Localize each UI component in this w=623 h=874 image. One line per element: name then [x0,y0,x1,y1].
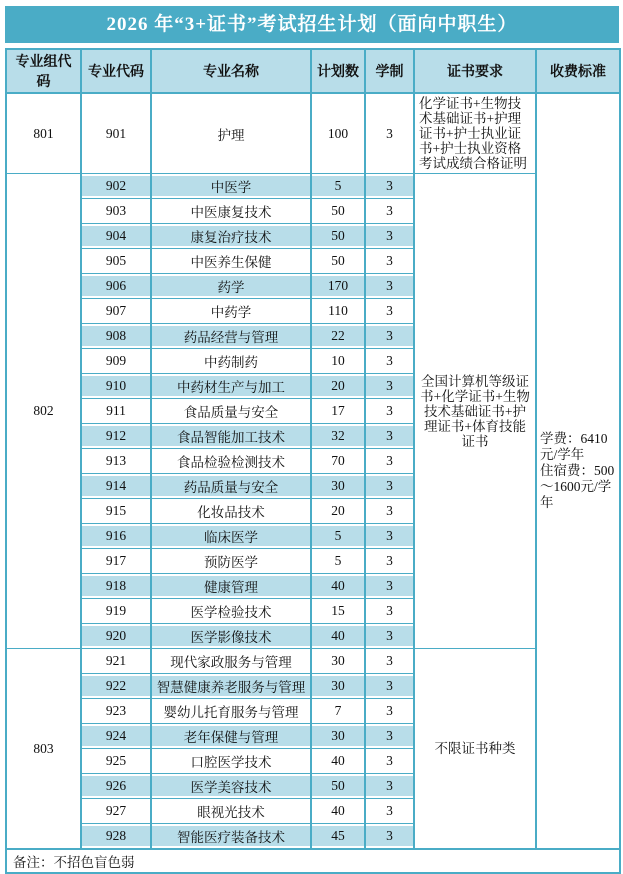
major-name-cell: 口腔医学技术 [151,749,311,774]
plan-count-cell: 32 [311,424,365,449]
years-cell: 3 [365,199,414,224]
major-name-cell: 老年保健与管理 [151,724,311,749]
group-code-cell: 803 [6,649,81,850]
major-name-cell: 健康管理 [151,574,311,599]
years-cell: 3 [365,224,414,249]
major-name-cell: 中医康复技术 [151,199,311,224]
years-cell: 3 [365,274,414,299]
plan-count-cell: 10 [311,349,365,374]
fee-standard-cell [536,93,620,849]
tuition-text: 学费：6410元/学年 [540,431,608,462]
major-name-cell: 化妆品技术 [151,499,311,524]
years-cell: 3 [365,574,414,599]
note-text: 备注：不招色盲色弱 [6,849,620,873]
plan-count-cell: 50 [311,224,365,249]
major-name-cell: 医学美容技术 [151,774,311,799]
col-header-group-code: 专业组代码 [6,49,81,93]
years-cell: 3 [365,524,414,549]
plan-count-cell: 15 [311,599,365,624]
major-code-cell: 912 [81,424,151,449]
header-row [6,49,620,93]
major-name-cell: 护理 [151,93,311,174]
plan-count-cell: 40 [311,799,365,824]
major-code-cell: 919 [81,599,151,624]
col-header-years: 学制 [365,49,414,93]
major-name-cell: 药品经营与管理 [151,324,311,349]
table-body [6,93,620,849]
major-name-cell: 中药制药 [151,349,311,374]
major-name-cell: 医学影像技术 [151,624,311,649]
plan-count-cell: 50 [311,199,365,224]
years-cell: 3 [365,449,414,474]
years-cell: 3 [365,249,414,274]
accommodation-text: 住宿费：500～1600元/学年 [540,463,615,510]
years-cell: 3 [365,774,414,799]
major-code-cell: 926 [81,774,151,799]
plan-count-cell: 40 [311,624,365,649]
years-cell: 3 [365,674,414,699]
major-name-cell: 康复治疗技术 [151,224,311,249]
major-name-cell: 药学 [151,274,311,299]
major-name-cell: 智慧健康养老服务与管理 [151,674,311,699]
major-name-cell: 中药材生产与加工 [151,374,311,399]
major-code-cell: 922 [81,674,151,699]
major-code-cell: 904 [81,224,151,249]
major-code-cell: 908 [81,324,151,349]
plan-count-cell: 7 [311,699,365,724]
certificate-cell: 全国计算机等级证书+化学证书+生物技术基础证书+护理证书+体育技能证书 [414,174,536,649]
years-cell: 3 [365,599,414,624]
major-name-cell: 食品检验检测技术 [151,449,311,474]
group-code-cell: 801 [6,93,81,174]
years-cell: 3 [365,374,414,399]
major-code-cell: 928 [81,824,151,850]
certificate-cell: 不限证书种类 [414,649,536,850]
years-cell: 3 [365,699,414,724]
plan-count-cell: 30 [311,724,365,749]
plan-count-cell: 100 [311,93,365,174]
major-code-cell: 925 [81,749,151,774]
years-cell: 3 [365,649,414,674]
major-name-cell: 智能医疗装备技术 [151,824,311,850]
major-code-cell: 906 [81,274,151,299]
years-cell: 3 [365,499,414,524]
years-cell: 3 [365,799,414,824]
major-name-cell: 食品智能加工技术 [151,424,311,449]
years-cell: 3 [365,549,414,574]
years-cell: 3 [365,824,414,850]
plan-count-cell: 40 [311,574,365,599]
major-name-cell: 食品质量与安全 [151,399,311,424]
years-cell: 3 [365,724,414,749]
plan-count-cell: 17 [311,399,365,424]
major-name-cell: 中医养生保健 [151,249,311,274]
plan-count-cell: 170 [311,274,365,299]
major-code-cell: 911 [81,399,151,424]
major-code-cell: 915 [81,499,151,524]
plan-count-cell: 45 [311,824,365,850]
major-name-cell: 婴幼儿托育服务与管理 [151,699,311,724]
col-header-plan-count: 计划数 [311,49,365,93]
years-cell: 3 [365,349,414,374]
plan-count-cell: 40 [311,749,365,774]
major-code-cell: 927 [81,799,151,824]
major-code-cell: 910 [81,374,151,399]
page-title: 2026 年“3+证书”考试招生计划（面向中职生） [5,6,619,43]
major-name-cell: 医学检验技术 [151,599,311,624]
table-footer [6,849,620,873]
admission-plan-table [5,48,621,874]
years-cell: 3 [365,624,414,649]
plan-count-cell: 5 [311,549,365,574]
years-cell: 3 [365,474,414,499]
years-cell: 3 [365,749,414,774]
col-header-major-code: 专业代码 [81,49,151,93]
major-name-cell: 眼视光技术 [151,799,311,824]
col-header-certificate: 证书要求 [414,49,536,93]
years-cell: 3 [365,424,414,449]
plan-count-cell: 22 [311,324,365,349]
major-code-cell: 914 [81,474,151,499]
major-code-cell: 917 [81,549,151,574]
years-cell: 3 [365,299,414,324]
major-code-cell: 923 [81,699,151,724]
major-code-cell: 920 [81,624,151,649]
major-name-cell: 临床医学 [151,524,311,549]
major-code-cell: 902 [81,174,151,199]
major-name-cell: 现代家政服务与管理 [151,649,311,674]
major-code-cell: 901 [81,93,151,174]
table-header [6,49,620,93]
table-row [6,93,620,174]
major-code-cell: 918 [81,574,151,599]
years-cell: 3 [365,324,414,349]
plan-count-cell: 30 [311,474,365,499]
plan-count-cell: 20 [311,499,365,524]
plan-count-cell: 5 [311,174,365,199]
plan-count-cell: 30 [311,649,365,674]
plan-count-cell: 50 [311,249,365,274]
plan-count-cell: 110 [311,299,365,324]
major-name-cell: 预防医学 [151,549,311,574]
major-code-cell: 907 [81,299,151,324]
major-code-cell: 924 [81,724,151,749]
certificate-cell: 化学证书+生物技术基础证书+护理证书+护士执业证书+护士执业资格考试成绩合格证明 [414,93,536,174]
years-cell: 3 [365,93,414,174]
plan-count-cell: 50 [311,774,365,799]
table-row [6,649,620,674]
col-header-fee: 收费标准 [536,49,620,93]
major-name-cell: 中药学 [151,299,311,324]
plan-count-cell: 20 [311,374,365,399]
years-cell: 3 [365,399,414,424]
table-row [6,174,620,199]
major-name-cell: 中医学 [151,174,311,199]
major-code-cell: 903 [81,199,151,224]
major-code-cell: 909 [81,349,151,374]
years-cell: 3 [365,174,414,199]
major-code-cell: 905 [81,249,151,274]
col-header-major-name: 专业名称 [151,49,311,93]
plan-count-cell: 5 [311,524,365,549]
plan-count-cell: 30 [311,674,365,699]
major-name-cell: 药品质量与安全 [151,474,311,499]
major-code-cell: 913 [81,449,151,474]
plan-count-cell: 70 [311,449,365,474]
note-row [6,849,620,873]
group-code-cell: 802 [6,174,81,649]
major-code-cell: 916 [81,524,151,549]
major-code-cell: 921 [81,649,151,674]
